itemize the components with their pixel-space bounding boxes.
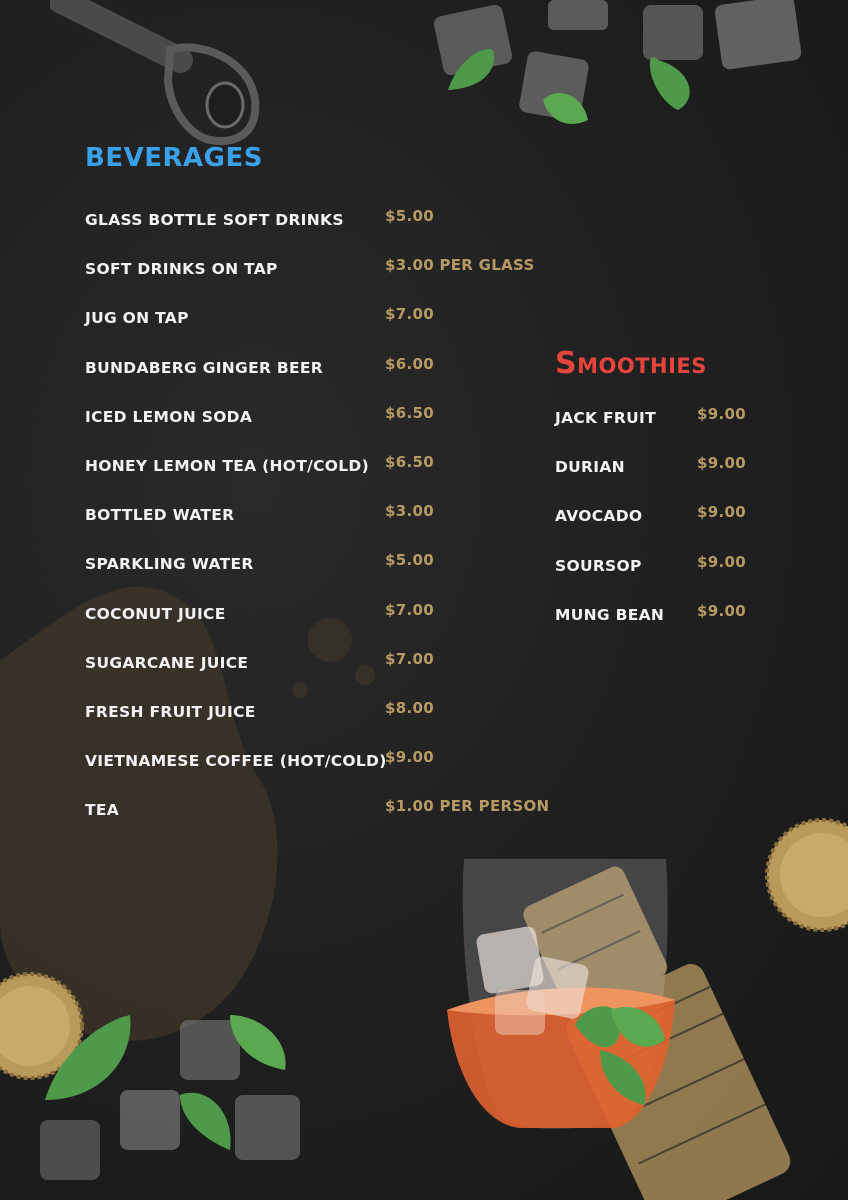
beverages-item-name: SPARKLING WATER	[85, 555, 254, 574]
beverages-item-price: $1.00 PER PERSON	[385, 797, 550, 816]
beverages-item-name: VIETNAMESE COFFEE (HOT/COLD)	[85, 752, 387, 771]
smoothies-item-name: AVOCADO	[555, 507, 643, 526]
smoothies-title: Smoothies	[555, 346, 707, 381]
beverages-item-price: $8.00	[385, 699, 434, 717]
mint-leaf-icon	[20, 1000, 320, 1200]
beverages-item-price: $6.50	[385, 453, 434, 471]
beverages-item-name: HONEY LEMON TEA (HOT/COLD)	[85, 457, 369, 475]
smoothies-item-price: $9.00	[697, 552, 746, 571]
beverages-item-price: $6.50	[385, 403, 434, 422]
cocktail-glass-icon	[435, 850, 715, 1140]
smoothies-item-name: MUNG BEAN	[555, 605, 665, 624]
smoothies-item-price: $9.00	[697, 503, 746, 522]
smoothies-item-name: SOURSOP	[555, 556, 642, 575]
beverages-item-price: $5.00	[385, 207, 434, 225]
beverages-item-price: $5.00	[385, 551, 434, 570]
smoothies-item-name: DURIAN	[555, 458, 625, 477]
smoothies-item-price: $9.00	[697, 454, 746, 473]
beverages-item-name: TEA	[85, 801, 120, 820]
beverages-item-price: $3.00 PER GLASS	[385, 256, 535, 275]
bottle-opener-icon	[50, 0, 270, 150]
smoothies-item-price: $9.00	[697, 405, 746, 423]
beverages-item-price: $7.00	[385, 600, 434, 619]
beverages-title: BEVERAGES	[85, 143, 263, 173]
beverages-item-price: $7.00	[385, 305, 434, 324]
beverages-item-name: COCONUT JUICE	[85, 604, 226, 623]
beverages-item-price: $7.00	[385, 649, 434, 668]
beverages-item-name: ICED LEMON SODA	[85, 407, 253, 426]
beverages-item-name: FRESH FRUIT JUICE	[85, 703, 256, 721]
beverages-item-price: $3.00	[385, 502, 434, 521]
ice-cube-icon	[428, 0, 848, 150]
beverages-item-name: BOTTLED WATER	[85, 506, 235, 525]
beverages-item-price: $6.00	[385, 354, 434, 373]
beverages-item-name: GLASS BOTTLE SOFT DRINKS	[85, 211, 344, 229]
beverages-item-name: JUG ON TAP	[85, 309, 189, 328]
smoothies-item-name: JACK FRUIT	[555, 409, 656, 427]
beverages-item-name: SOFT DRINKS ON TAP	[85, 260, 278, 279]
beverages-item-price: $9.00	[385, 748, 434, 767]
beverages-item-name: BUNDABERG GINGER BEER	[85, 358, 324, 377]
beverages-item-name: SUGARCANE JUICE	[85, 653, 249, 672]
smoothies-item-price: $9.00	[697, 601, 746, 620]
